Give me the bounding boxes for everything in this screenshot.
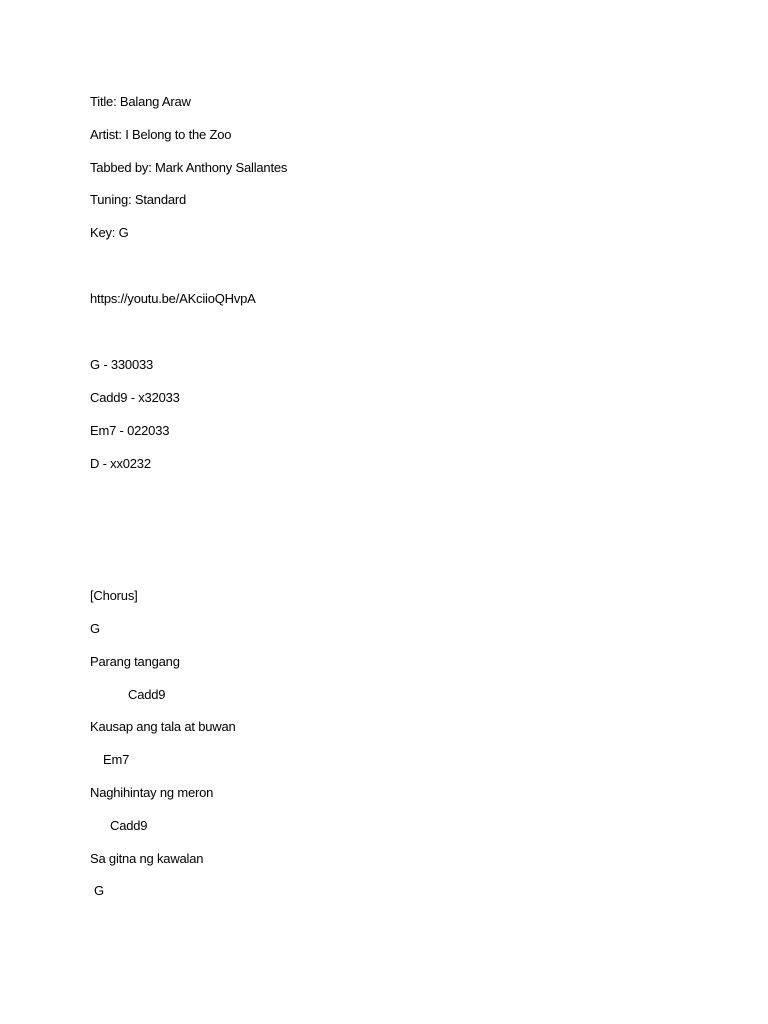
song-key: Key: G: [90, 225, 129, 240]
chord-line: Em7: [103, 752, 130, 767]
lyric-line: Parang tangang: [90, 654, 180, 669]
lyric-line: Naghihintay ng meron: [90, 785, 214, 800]
lyric-line: Sa gitna ng kawalan: [90, 851, 204, 866]
song-title: Title: Balang Araw: [90, 94, 191, 109]
chord-em7: Em7 - 022033: [90, 423, 170, 438]
chord-g: G - 330033: [90, 357, 154, 372]
chord-d: D - xx0232: [90, 456, 151, 471]
lyric-line: Kausap ang tala at buwan: [90, 719, 236, 734]
section-label-chorus: [Chorus]: [90, 588, 138, 603]
song-artist: Artist: I Belong to the Zoo: [90, 127, 232, 142]
chord-line: Cadd9: [110, 818, 148, 833]
tuning: Tuning: Standard: [90, 192, 187, 207]
chord-line: G: [90, 621, 100, 636]
chord-cadd9: Cadd9 - x32033: [90, 390, 180, 405]
chord-line: Cadd9: [128, 687, 166, 702]
youtube-link[interactable]: https://youtu.be/AKciioQHvpA: [90, 291, 256, 306]
tabbed-by: Tabbed by: Mark Anthony Sallantes: [90, 160, 288, 175]
chord-line: G: [94, 883, 104, 898]
